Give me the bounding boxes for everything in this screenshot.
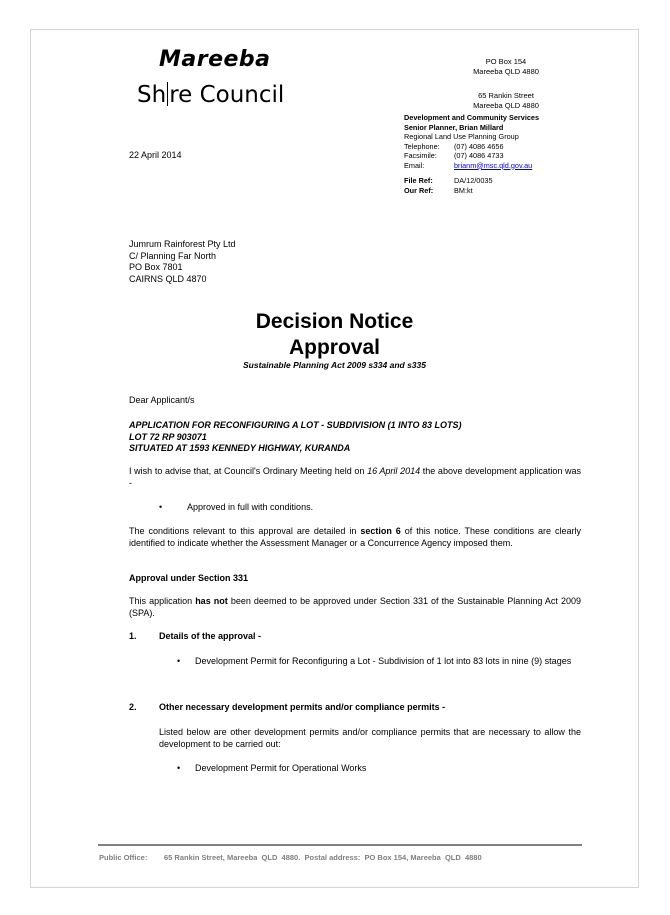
bullet-marker: • [159, 502, 163, 512]
email-link[interactable]: brianm@msc.qld.gov.au [454, 160, 533, 170]
notice-subtitle: Approval [288, 336, 380, 359]
bullet-marker: • [177, 763, 181, 773]
section-2-number: 2. [129, 702, 137, 712]
street-address: 65 Rankin Street Mareeba QLD 4880 [473, 91, 539, 110]
other-permit-item: Development Permit for Operational Works [195, 763, 367, 773]
subject-block: APPLICATION FOR RECONFIGURING A LOT - SUBDIVISION (1 INTO 83 LOTS) LOT 72 RP 903071 SITUATED AT 1593 KENNEDY HIGHWAY, KURANDA [129, 420, 462, 454]
section-331-paragraph: This application has not been deemed to be approved under Section 331 of the Sustainable Planning Act 2009 (SPA). [129, 596, 581, 618]
council-logo-subtitle: Sh re Council [137, 82, 285, 108]
contact-block: Development and Community Services Senior Planner, Brian Millard Regional Land Use Planning Group Telephone: (07) 4086 4656 Facsimile: (07) 4086 4733 Email: brianm@msc.qld.gov.au File Ref: DA/12/0035 Our Ref: BM:kt [404, 113, 540, 195]
section-1-number: 1. [129, 631, 137, 641]
other-permits-paragraph: Listed below are other development permits and/or compliance permits that are necessary to allow the development to be carried out: [159, 727, 581, 749]
letter-date: 22 April 2014 [129, 150, 182, 160]
bullet-marker: • [177, 656, 181, 666]
footer-address: Public Office: 65 Rankin Street, Mareeba QLD 4880. Postal address: PO Box 154, Mareeba QLD 4880 [99, 853, 482, 862]
approval-detail: Development Permit for Reconfiguring a Lot - Subdivision of 1 lot into 83 lots in nine (9) stages [195, 656, 572, 666]
recipient-address: Jumrum Rainforest Pty Ltd C/ Planning Far North PO Box 7801 CAIRNS QLD 4870 [129, 239, 236, 284]
conditions-paragraph: The conditions relevant to this approval are detailed in section 6 of this notice. These conditions are clearly identified to indicate whether the Assessment Manager or a Concurrence Agency imposed them. [129, 526, 581, 548]
section-1-heading: Details of the approval - [159, 631, 262, 641]
section-2-heading: Other necessary development permits and/or compliance permits - [159, 702, 446, 712]
approval-outcome: Approved in full with conditions. [187, 502, 314, 512]
footer-divider [98, 844, 582, 846]
salutation: Dear Applicant/s [129, 395, 195, 405]
postal-address: PO Box 154 Mareeba QLD 4880 [473, 57, 539, 76]
notice-title: Decision Notice [255, 310, 414, 333]
council-logo-name: Mareeba [159, 47, 271, 72]
document-page [30, 29, 639, 888]
section-331-heading: Approval under Section 331 [129, 573, 249, 583]
decision-paragraph: I wish to advise that, at Council's Ordinary Meeting held on 16 April 2014 the above development application was - [129, 466, 582, 488]
act-reference: Sustainable Planning Act 2009 s334 and s335 [243, 360, 426, 370]
